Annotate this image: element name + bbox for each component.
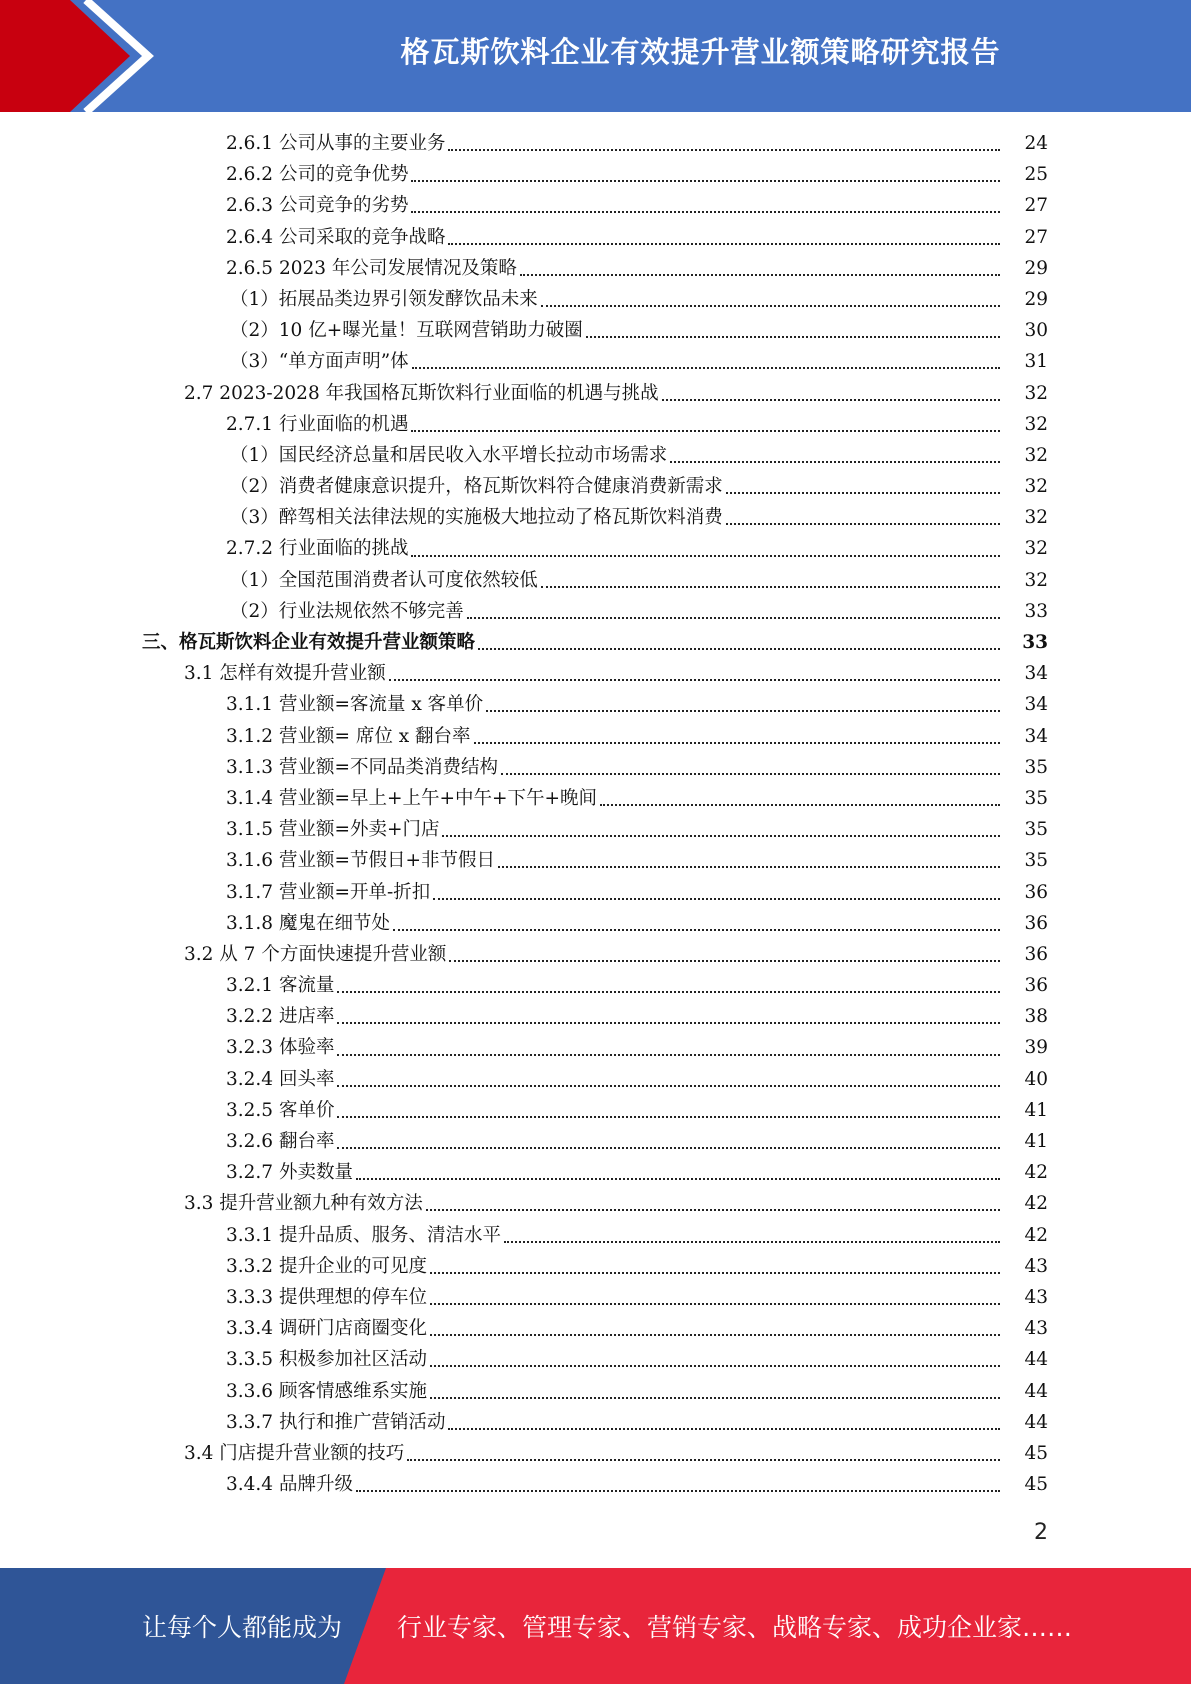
toc-dot-leader [430,1333,1000,1336]
toc-entry[interactable] [0,752,1191,783]
toc-entry[interactable] [0,845,1191,876]
toc-entry[interactable] [0,627,1191,658]
toc-entry-title: 3.4 门店提升营业额的技巧 [184,1442,405,1464]
toc-entry-title: 2.6.4 公司采取的竞争战略 [226,226,446,248]
toc-entry-title: 3.3.3 提供理想的停车位 [226,1286,427,1308]
footer-slogan-right: 行业专家、管理专家、营销专家、战略专家、成功企业家…… [397,1613,1073,1642]
toc-dot-leader [411,179,1000,182]
toc-entry-page: 36 [1024,912,1048,934]
toc-dot-leader [541,585,1000,588]
toc-entry[interactable] [0,533,1191,564]
toc-entry-page: 33 [1024,600,1048,622]
toc-entry-page: 34 [1024,694,1048,716]
toc-dot-leader [393,928,1000,931]
toc-entry[interactable] [0,1438,1191,1469]
toc-entry-page: 45 [1024,1442,1048,1464]
toc-entry-page: 44 [1024,1411,1048,1433]
toc-entry-page: 35 [1024,850,1048,872]
toc-dot-leader [337,1084,1000,1087]
toc-dot-leader [726,491,1000,494]
toc-entry[interactable] [0,159,1191,190]
toc-dot-leader [541,304,1000,307]
toc-entry-page: 32 [1024,538,1048,560]
toc-entry-page: 35 [1024,756,1048,778]
toc-dot-leader [433,897,1000,900]
toc-dot-leader [498,865,1000,868]
toc-entry[interactable] [0,346,1191,377]
toc-entry-page: 45 [1024,1474,1048,1496]
toc-entry-title: 3.2.3 体验率 [226,1037,335,1059]
toc-dot-leader [412,366,1000,369]
toc-dot-leader [449,959,1000,962]
toc-dot-leader [426,1208,1000,1211]
toc-entry[interactable] [0,1220,1191,1251]
toc-entry[interactable] [0,378,1191,409]
toc-entry[interactable] [0,1282,1191,1313]
toc-entry-page: 30 [1024,320,1048,342]
toc-entry[interactable] [0,1376,1191,1407]
toc-dot-leader [430,1396,1000,1399]
toc-entry-title: 2.7.1 行业面临的机遇 [226,413,409,435]
toc-entry-page: 36 [1024,975,1048,997]
toc-entry[interactable] [0,939,1191,970]
toc-entry-title: 3.4.4 品牌升级 [226,1474,353,1496]
toc-dot-leader [726,522,1000,525]
toc-entry[interactable] [0,1188,1191,1219]
toc-entry-page: 32 [1024,507,1048,529]
toc-dot-leader [586,335,1000,338]
toc-entry-title: 2.7.2 行业面临的挑战 [226,538,409,560]
toc-entry-page: 36 [1024,881,1048,903]
toc-entry-title: 3.2.6 翻台率 [226,1131,335,1152]
toc-entry[interactable] [0,222,1191,253]
toc-entry-page: 32 [1024,476,1048,498]
toc-entry-page: 33 [1022,632,1048,653]
toc-entry-page: 41 [1024,1131,1048,1152]
toc-dot-leader [670,460,1000,463]
footer-slogan-left: 让每个人都能成为 [142,1613,343,1642]
toc-entry-title: 2.7 2023-2028 年我国格瓦斯饮料行业面临的机遇与挑战 [184,382,659,404]
toc-entry-page: 44 [1024,1380,1048,1402]
toc-entry-page: 31 [1024,351,1048,373]
toc-entry-page: 42 [1024,1162,1048,1184]
toc-entry[interactable] [0,1001,1191,1032]
toc-entry-title: （1）拓展品类边界引领发酵饮品未来 [230,288,538,310]
toc-entry-title: 3.1.5 营业额=外卖+门店 [226,819,440,841]
toc-entry[interactable] [0,596,1191,627]
toc-entry[interactable] [0,1251,1191,1282]
toc-entry[interactable] [0,970,1191,1001]
toc-entry-page: 27 [1024,226,1048,248]
toc-entry-title: 3.3.5 积极参加社区活动 [226,1349,427,1371]
toc-entry[interactable] [0,1344,1191,1375]
page-number: 2 [1034,1520,1048,1545]
toc-entry-title: （3）醉驾相关法律法规的实施极大地拉动了格瓦斯饮料消费 [230,507,723,529]
toc-entry[interactable] [0,190,1191,221]
toc-entry-title: 3.3 提升营业额九种有效方法 [184,1193,423,1215]
toc-entry[interactable] [0,783,1191,814]
toc-dot-leader [442,834,1000,837]
page-header [0,0,1191,112]
toc-entry-title: 3.3.6 顾客情感维系实施 [226,1380,427,1402]
toc-dot-leader [337,1053,1000,1056]
toc-entry-title: （2）消费者健康意识提升，格瓦斯饮料符合健康消费新需求 [230,476,723,498]
toc-entry-page: 32 [1024,382,1048,404]
toc-entry[interactable] [0,814,1191,845]
toc-dot-leader [407,1458,1000,1461]
toc-entry-page: 43 [1024,1318,1048,1340]
toc-entry-page: 43 [1024,1286,1048,1308]
toc-entry-page: 40 [1024,1068,1048,1090]
toc-entry-title: 3.1 怎样有效提升营业额 [184,663,386,685]
toc-entry[interactable] [0,471,1191,502]
toc-dot-leader [486,709,1000,712]
toc-entry-title: 三、格瓦斯饮料企业有效提升营业额策略 [142,632,476,653]
page-footer [0,1568,1191,1684]
toc-entry[interactable] [0,502,1191,533]
toc-entry-title: 3.1.6 营业额=节假日+非节假日 [226,850,495,872]
toc-entry[interactable] [0,1407,1191,1438]
toc-dot-leader [448,1427,1000,1430]
toc-dot-leader [337,1021,1000,1024]
toc-entry-title: 3.2 从 7 个方面快速提升营业额 [184,943,447,965]
toc-entry-page: 42 [1024,1224,1048,1246]
toc-entry-title: 3.2.5 客单价 [226,1099,335,1121]
toc-entry-title: 3.3.1 提升品质、服务、清洁水平 [226,1224,501,1246]
toc-dot-leader [337,1115,1000,1118]
toc-entry-title: 3.1.1 营业额=客流量 x 客单价 [226,694,484,716]
toc-entry-page: 38 [1024,1006,1048,1028]
toc-entry-title: （2）10 亿+曝光量！互联网营销助力破圈 [230,320,583,342]
toc-entry-title: 3.1.7 营业额=开单-折扣 [226,881,431,903]
toc-dot-leader [467,616,1000,619]
toc-entry-page: 25 [1024,164,1048,186]
toc-entry[interactable] [0,128,1191,159]
toc-entry[interactable] [0,253,1191,284]
document-title: 格瓦斯饮料企业有效提升营业额策略研究报告 [400,34,1001,69]
toc-entry-title: （1）全国范围消费者认可度依然较低 [230,569,538,591]
toc-entry-title: （3）“单方面声明”体 [230,351,409,373]
toc-dot-leader [662,398,1000,401]
table-of-contents [0,128,1191,1500]
toc-dot-leader [337,1146,1000,1149]
toc-entry-title: 3.1.3 营业额=不同品类消费结构 [226,756,498,778]
toc-entry[interactable] [0,689,1191,720]
toc-entry-page: 36 [1024,943,1048,965]
toc-dot-leader [501,772,1000,775]
toc-entry-page: 24 [1024,133,1048,154]
toc-entry[interactable] [0,1064,1191,1095]
toc-entry-page: 42 [1024,1193,1048,1215]
toc-entry[interactable] [0,658,1191,689]
toc-entry[interactable] [0,1469,1191,1500]
toc-entry-title: 3.2.1 客流量 [226,975,335,997]
toc-dot-leader [600,803,1000,806]
toc-dot-leader [520,273,1000,276]
toc-dot-leader [430,1302,1000,1305]
toc-entry[interactable] [0,409,1191,440]
toc-entry-title: 3.1.8 魔鬼在细节处 [226,912,390,934]
toc-entry[interactable] [0,315,1191,346]
toc-entry-page: 44 [1024,1349,1048,1371]
toc-entry-page: 39 [1024,1037,1048,1059]
toc-entry-page: 34 [1024,725,1048,747]
toc-entry[interactable] [0,721,1191,752]
toc-entry-title: 2.6.2 公司的竞争优势 [226,164,409,186]
toc-dot-leader [430,1364,1000,1367]
toc-entry[interactable] [0,1157,1191,1188]
toc-dot-leader [411,554,1000,557]
toc-entry[interactable] [0,1095,1191,1126]
toc-dot-leader [478,647,1000,650]
toc-entry-page: 32 [1024,413,1048,435]
toc-entry-title: 3.3.4 调研门店商圈变化 [226,1318,427,1340]
toc-dot-leader [430,1271,1000,1274]
toc-dot-leader [337,990,1000,993]
toc-entry-page: 32 [1024,444,1048,466]
toc-entry-title: 3.2.7 外卖数量 [226,1162,353,1184]
toc-entry-page: 29 [1024,257,1048,279]
toc-entry-page: 35 [1024,787,1048,809]
toc-entry-title: 3.3.7 执行和推广营销活动 [226,1411,446,1433]
toc-entry[interactable] [0,565,1191,596]
toc-dot-leader [356,1177,1000,1180]
toc-entry[interactable] [0,284,1191,315]
toc-entry-page: 27 [1024,195,1048,217]
toc-entry-title: 3.1.4 营业额=早上+上午+中午+下午+晚间 [226,787,597,809]
toc-entry-title: 2.6.5 2023 年公司发展情况及策略 [226,257,517,279]
toc-dot-leader [474,741,1000,744]
toc-entry[interactable] [0,1126,1191,1157]
toc-entry[interactable] [0,1313,1191,1344]
toc-entry-title: 3.3.2 提升企业的可见度 [226,1255,427,1277]
toc-entry-title: 3.1.2 营业额= 席位 x 翻台率 [226,725,471,747]
toc-entry-title: 3.2.2 进店率 [226,1006,335,1028]
toc-entry[interactable] [0,877,1191,908]
toc-entry-page: 34 [1024,663,1048,685]
toc-entry-title: 2.6.1 公司从事的主要业务 [226,133,446,154]
toc-dot-leader [389,678,1000,681]
toc-entry-title: 2.6.3 公司竞争的劣势 [226,195,409,217]
toc-dot-leader [448,242,1000,245]
toc-entry-page: 35 [1024,819,1048,841]
toc-dot-leader [411,429,1000,432]
toc-entry-page: 32 [1024,569,1048,591]
toc-dot-leader [448,148,1000,151]
toc-entry-title: 3.2.4 回头率 [226,1068,335,1090]
toc-entry-page: 41 [1024,1099,1048,1121]
toc-entry[interactable] [0,1032,1191,1063]
toc-entry-page: 43 [1024,1255,1048,1277]
toc-entry-title: （1）国民经济总量和居民收入水平增长拉动市场需求 [230,444,668,466]
toc-entry[interactable] [0,908,1191,939]
toc-entry-title: （2）行业法规依然不够完善 [230,600,464,622]
toc-dot-leader [504,1240,1000,1243]
toc-entry-page: 29 [1024,288,1048,310]
toc-dot-leader [411,210,1000,213]
toc-entry[interactable] [0,440,1191,471]
toc-dot-leader [356,1489,1000,1492]
